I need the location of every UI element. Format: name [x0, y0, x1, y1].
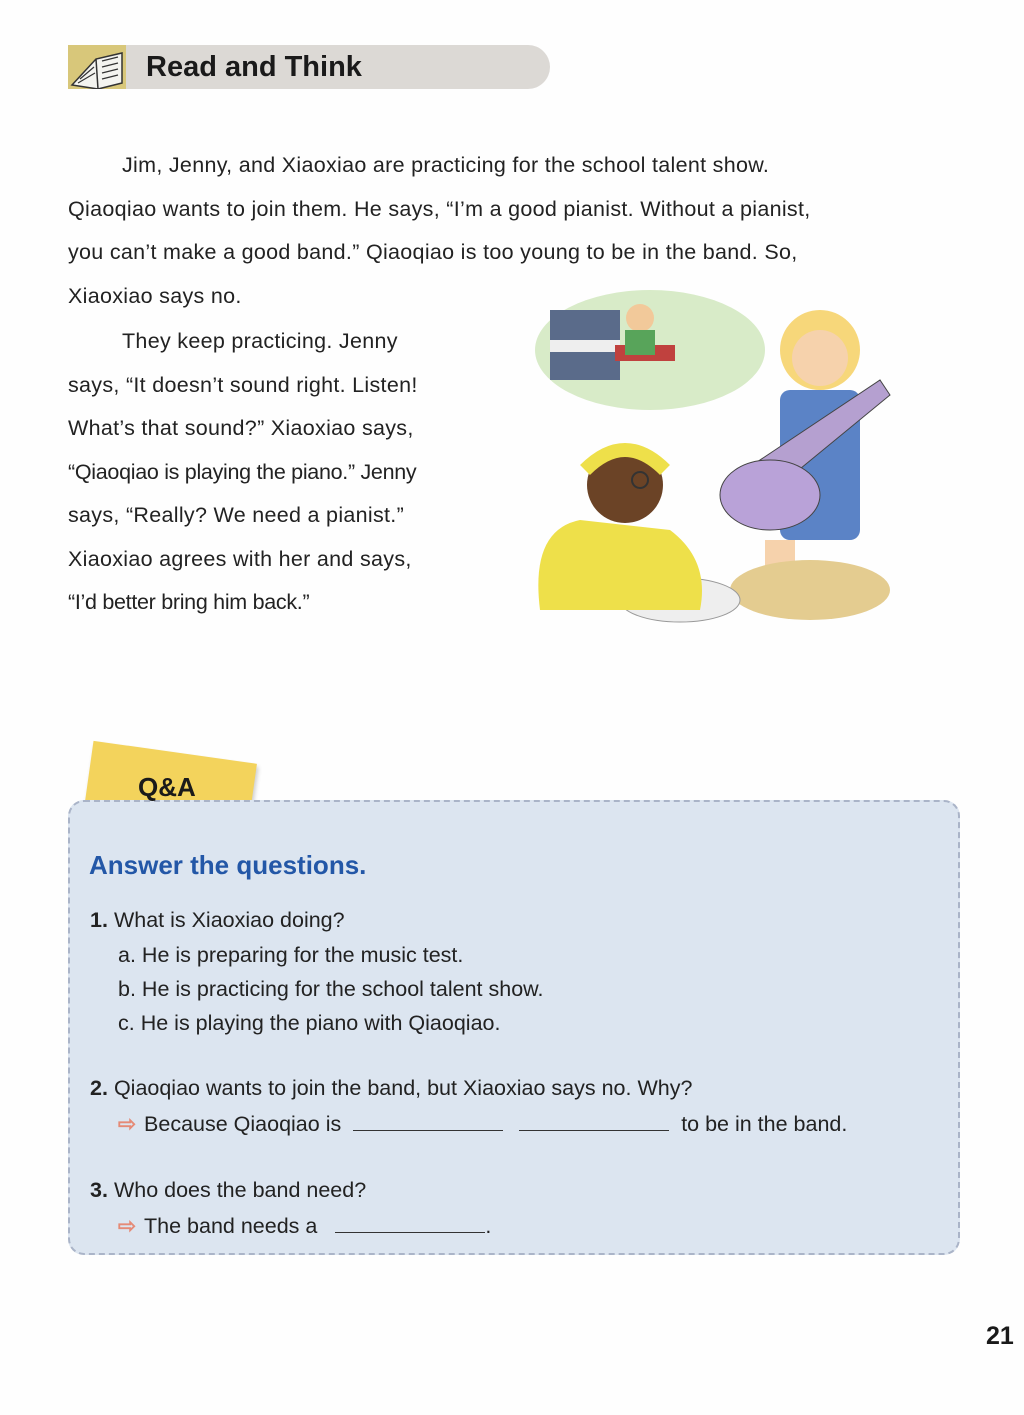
answer-2 — [118, 1110, 847, 1137]
story-line: They keep practicing. Jenny — [122, 329, 398, 353]
option-letter: b. — [118, 977, 136, 1001]
arrow-icon: ⇨ — [118, 1112, 137, 1136]
question-number: 3. — [90, 1178, 108, 1202]
option-letter: c. — [118, 1011, 135, 1035]
answer-suffix: to be in the band. — [681, 1112, 848, 1136]
option-text: He is practicing for the school talent show. — [141, 977, 544, 1001]
qa-tag-label: Q&A — [138, 772, 196, 802]
arrow-icon: ⇨ — [118, 1214, 137, 1238]
question-text: Who does the band need? — [113, 1178, 367, 1202]
section-title: Read and Think — [146, 51, 362, 83]
question-text: Qiaoqiao wants to join the band, but Xiaoxiao says no. Why? — [113, 1076, 693, 1100]
option-c[interactable] — [118, 1011, 500, 1036]
option-a[interactable] — [118, 943, 463, 968]
question-number: 2. — [90, 1076, 108, 1100]
answer-prefix: The band needs a — [144, 1214, 318, 1238]
question-3 — [90, 1178, 366, 1203]
open-book-icon — [68, 45, 126, 89]
story-line: “Qiaoqiao is playing the piano.” Jenny — [68, 459, 417, 484]
option-text: He is preparing for the music test. — [141, 943, 464, 967]
answer-prefix: Because Qiaoqiao is — [144, 1112, 342, 1136]
qa-instruction: Answer the questions. — [89, 850, 367, 880]
answer-blank[interactable] — [335, 1212, 485, 1233]
page-number: 21 — [986, 1322, 1014, 1350]
option-b[interactable] — [118, 977, 543, 1002]
story-line: says, “Really? We need a pianist.” — [68, 503, 405, 527]
question-2 — [90, 1076, 692, 1101]
story-line: Qiaoqiao wants to join them. He says, “I’m a good pianist. Without a pianist, — [68, 196, 811, 221]
question-text: What is Xiaoxiao doing? — [113, 908, 345, 932]
story-line: What’s that sound?” Xiaoxiao says, — [68, 416, 414, 440]
section-header — [68, 45, 550, 89]
option-text: He is playing the piano with Qiaoqiao. — [140, 1011, 501, 1035]
story-line: says, “It doesn’t sound right. Listen! — [68, 372, 418, 397]
story-line: Xiaoxiao agrees with her and says, — [68, 546, 412, 571]
story-paragraph-2 — [68, 320, 478, 625]
option-letter: a. — [118, 943, 136, 967]
question-number: 1. — [90, 908, 108, 932]
story-line: “I’d better bring him back.” — [68, 590, 310, 614]
story-line: Xiaoxiao says no. — [68, 283, 242, 308]
band-illustration — [520, 280, 900, 625]
answer-blank-2[interactable] — [519, 1110, 669, 1131]
question-1 — [90, 908, 345, 933]
story-line: Jim, Jenny, and Xiaoxiao are practicing for the school talent show. — [122, 153, 770, 177]
answer-suffix: . — [485, 1214, 492, 1238]
story-line: you can’t make a good band.” Qiaoqiao is too young to be in the band. So, — [68, 240, 798, 264]
answer-3 — [118, 1212, 491, 1239]
answer-blank-1[interactable] — [353, 1110, 503, 1131]
